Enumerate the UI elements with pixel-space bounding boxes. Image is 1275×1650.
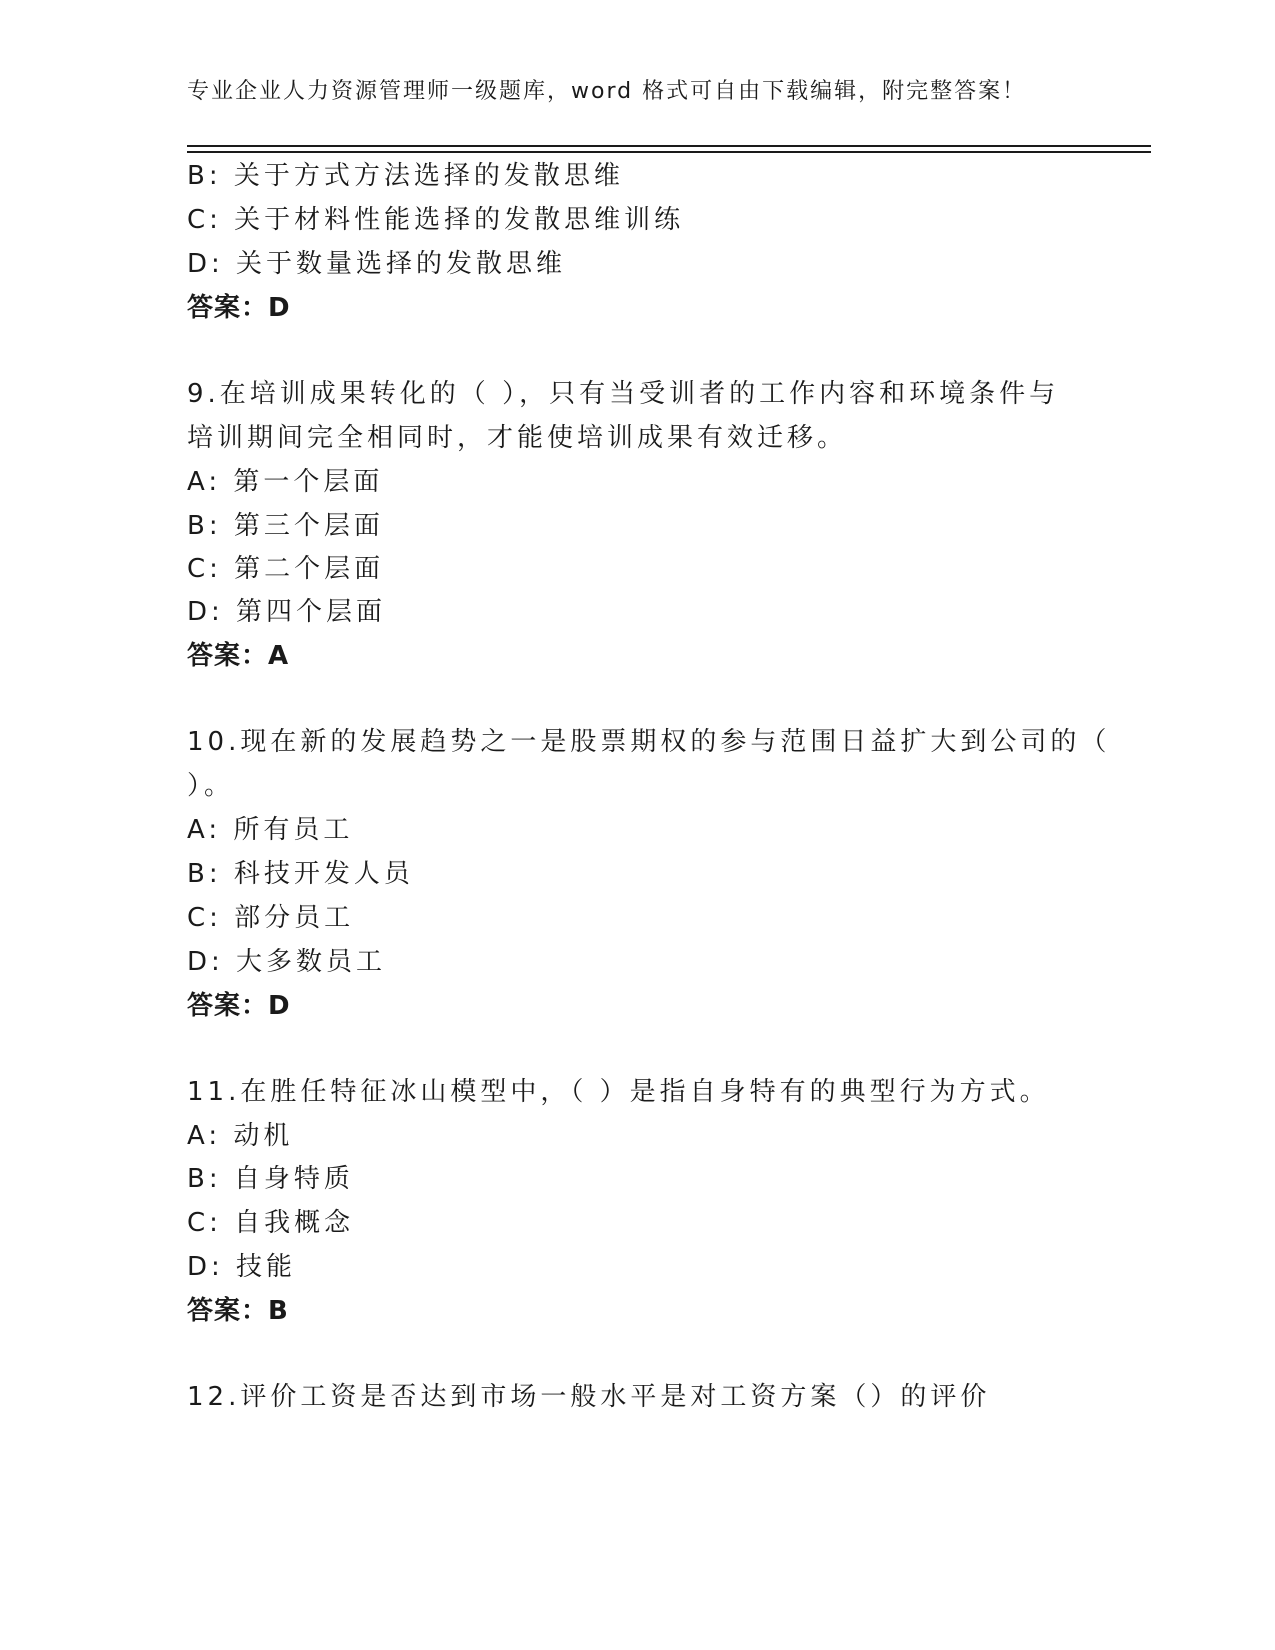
q9-option-b: B: 第三个层面 [187, 511, 384, 541]
q11-option-d: D: 技能 [187, 1252, 297, 1282]
q9-option-d: D: 第四个层面 [187, 597, 387, 627]
q10-option-b: B: 科技开发人员 [187, 859, 414, 889]
q10-stem-line2: ）。 [187, 771, 235, 801]
q9-stem-line2: 培训期间完全相同时，才能使培训成果有效迁移。 [187, 423, 848, 453]
q12-stem-line1: 12.评价工资是否达到市场一般水平是对工资方案（）的评价 [187, 1382, 991, 1412]
q11-option-b: B: 自身特质 [187, 1164, 354, 1194]
q11-option-a: A: 动机 [187, 1121, 294, 1151]
q8-option-c: C: 关于材料性能选择的发散思维训练 [187, 205, 685, 235]
q11-stem-line1: 11.在胜任特征冰山模型中，（ ）是指自身特有的典型行为方式。 [187, 1077, 1050, 1107]
document-header: 专业企业人力资源管理师一级题库，word 格式可自由下载编辑，附完整答案！ [187, 79, 1027, 104]
q8-option-d: D: 关于数量选择的发散思维 [187, 249, 567, 279]
q9-option-a: A: 第一个层面 [187, 467, 384, 497]
q10-option-d: D: 大多数员工 [187, 947, 387, 977]
q8-answer: 答案：D [187, 293, 291, 323]
q11-option-c: C: 自我概念 [187, 1208, 355, 1238]
q9-option-c: C: 第二个层面 [187, 554, 385, 584]
q10-stem-line1: 10.现在新的发展趋势之一是股票期权的参与范围日益扩大到公司的（ [187, 727, 1111, 757]
q9-answer: 答案：A [187, 641, 290, 671]
q9-stem-line1: 9.在培训成果转化的（ ），只有当受训者的工作内容和环境条件与 [187, 379, 1060, 409]
header-rule-bottom [187, 151, 1151, 153]
q10-option-a: A: 所有员工 [187, 815, 354, 845]
q10-option-c: C: 部分员工 [187, 903, 355, 933]
q8-option-b: B: 关于方式方法选择的发散思维 [187, 161, 624, 191]
header-rule-top [187, 145, 1151, 147]
q11-answer: 答案：B [187, 1296, 289, 1326]
q10-answer: 答案：D [187, 991, 291, 1021]
